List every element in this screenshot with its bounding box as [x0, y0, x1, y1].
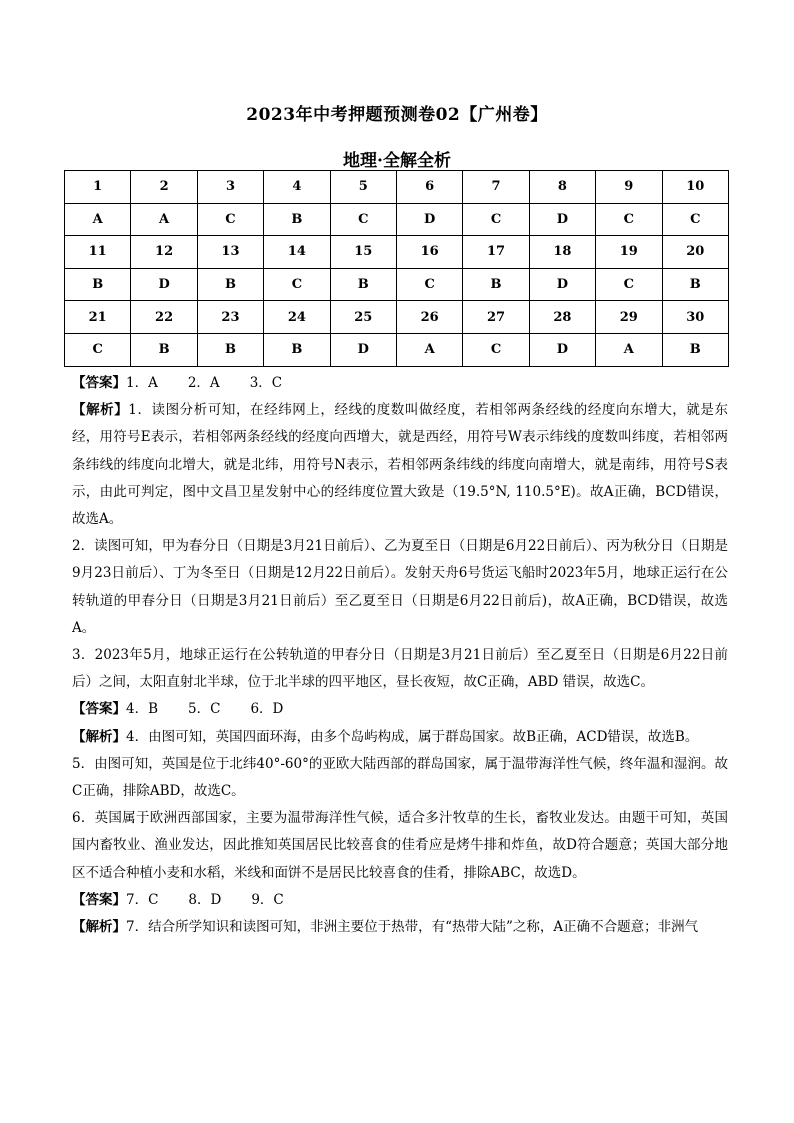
explanation-body	[72, 370, 728, 941]
answer-cell: C	[596, 203, 662, 236]
answer-label: 【答案】	[72, 891, 126, 908]
question-number-cell: 23	[197, 301, 263, 334]
question-number-cell: 15	[330, 236, 396, 269]
analysis-paragraph	[72, 724, 728, 751]
analysis-text: 5．由图可知，英国是位于北纬40°-60°的亚欧大陆西部的群岛国家，属于温带海洋性气候，终年温和湿润。故C正确，排除ABD，故选C。	[72, 755, 728, 800]
answer-table	[64, 170, 729, 367]
answer-value: 1．A	[126, 375, 158, 391]
answer-cell: A	[596, 333, 662, 366]
answer-value: 2．A	[187, 375, 220, 391]
answer-cell: D	[396, 203, 462, 236]
question-number-cell: 2	[131, 171, 197, 204]
answer-value: 5．C	[188, 701, 221, 718]
question-number-cell: 19	[596, 236, 662, 269]
question-number-cell: 12	[131, 236, 197, 269]
page-subtitle: 地理·全解全析	[343, 151, 451, 171]
question-number-cell: 8	[529, 171, 595, 204]
analysis-text: 1．读图分析可知，在经纬网上，经线的度数叫做经度，若相邻两条经线的经度向东增大，就是东经，用符号E表示，若相邻两条经线的经度向西增大，就是西经，用符号W表示纬线的度数叫纬度，若相邻两条纬线的纬度向北增大，就是北纬，用符号N表示，若相邻两条纬线的纬度向南增大，就是南纬，用符号S表示，由此可判定，图中文昌卫星发射中心的经纬度位置大致是（19.5°N, 110.5°E)。故A正确，BCD错误，故选A。	[72, 402, 728, 528]
answer-cell: A	[396, 333, 462, 366]
answer-cell: C	[596, 268, 662, 301]
question-number-cell: 27	[463, 301, 529, 334]
answer-row	[65, 333, 729, 366]
question-number-cell: 17	[463, 236, 529, 269]
analysis-text: 6．英国属于欧洲西部国家，主要为温带海洋性气候，适合多汁牧草的生长，畜牧业发达。由题干可知，英国国内畜牧业、渔业发达，因此推知英国居民比较喜食的佳肴应是烤牛排和炸鱼，故D符合题意；英国大部分地区不适合种植小麦和水稻，米线和面饼不是居民比较喜食的佳肴，排除ABC，故选D。	[72, 810, 728, 881]
question-number-cell: 4	[264, 171, 330, 204]
answer-cell: B	[131, 333, 197, 366]
answer-cell: B	[264, 333, 330, 366]
question-number-cell: 29	[596, 301, 662, 334]
answer-cell: B	[463, 268, 529, 301]
answer-cell: B	[264, 203, 330, 236]
answer-cell: D	[330, 333, 396, 366]
question-number-cell: 28	[529, 301, 595, 334]
answer-value: 8．D	[188, 891, 222, 908]
answer-value: 6．D	[250, 701, 284, 718]
answer-cell: B	[65, 268, 131, 301]
answer-label: 【答案】	[72, 701, 126, 718]
analysis-text: 3．2023年5月，地球正运行在公转轨道的甲春分日（日期是3月21日前后）至乙夏至日（日期是6月22日前后）之间，太阳直射北半球，位于北半球的四平地区，昼长夜短，故C正确，ABD 错误，故选C。	[72, 647, 728, 691]
question-number-cell: 25	[330, 301, 396, 334]
question-number-cell: 10	[662, 171, 728, 204]
answer-cell: D	[131, 268, 197, 301]
answer-cell: C	[463, 333, 529, 366]
answer-cell: B	[330, 268, 396, 301]
analysis-paragraph	[72, 533, 728, 642]
analysis-text: 7．结合所学知识和读图可知，非洲主要位于热带，有“热带大陆”之称，A正确不合题意；非洲气	[126, 919, 699, 936]
question-number-cell: 7	[463, 171, 529, 204]
question-number-cell: 24	[264, 301, 330, 334]
answer-row	[65, 268, 729, 301]
answer-value: 4．B	[126, 701, 159, 718]
answer-cell: A	[131, 203, 197, 236]
question-number-row	[65, 171, 729, 204]
answer-cell: B	[197, 268, 263, 301]
question-number-cell: 9	[596, 171, 662, 204]
question-number-cell: 30	[662, 301, 728, 334]
analysis-paragraph	[72, 642, 728, 696]
question-number-cell: 11	[65, 236, 131, 269]
answer-cell: C	[197, 203, 263, 236]
question-number-cell: 18	[529, 236, 595, 269]
page-title: 2023年中考押题预测卷02【广州卷】	[246, 105, 548, 125]
analysis-paragraph	[72, 914, 728, 941]
answer-cell: C	[396, 268, 462, 301]
question-number-cell: 21	[65, 301, 131, 334]
question-number-cell: 20	[662, 236, 728, 269]
answer-cell: B	[662, 333, 728, 366]
question-number-cell: 1	[65, 171, 131, 204]
analysis-label: 【解析】	[72, 919, 126, 936]
analysis-paragraph	[72, 397, 728, 533]
answer-cell: B	[197, 333, 263, 366]
answer-cell: A	[65, 203, 131, 236]
answer-cell: B	[662, 268, 728, 301]
analysis-label: 【解析】	[72, 728, 126, 745]
answer-label: 【答案】	[72, 375, 126, 391]
question-number-cell: 3	[197, 171, 263, 204]
answer-cell: C	[662, 203, 728, 236]
question-number-row	[65, 301, 729, 334]
answer-line	[72, 696, 728, 723]
analysis-label: 【解析】	[72, 402, 129, 419]
question-number-cell: 26	[396, 301, 462, 334]
answer-cell: C	[463, 203, 529, 236]
analysis-text: 2．读图可知，甲为春分日（日期是3月21日前后）、乙为夏至日（日期是6月22日前后）、丙为秋分日（日期是9月23日前后）、丁为冬至日（日期是12月22日前后）。发射天舟6号货运飞船时2023年5月，地球正运行在公转轨道的甲春分日（日期是3月21日前后）至乙夏至日（日期是6月22日前后)，故A正确，BCD错误，故选A。	[72, 538, 728, 636]
answer-cell: D	[529, 268, 595, 301]
question-number-row	[65, 236, 729, 269]
answer-row	[65, 203, 729, 236]
answer-value: 9．C	[251, 891, 284, 908]
answer-cell: D	[529, 203, 595, 236]
question-number-cell: 13	[197, 236, 263, 269]
answer-cell: C	[330, 203, 396, 236]
answer-cell: C	[65, 333, 131, 366]
answer-value: 7．C	[126, 891, 159, 908]
question-number-cell: 16	[396, 236, 462, 269]
answer-cell: D	[529, 333, 595, 366]
answer-cell: C	[264, 268, 330, 301]
question-number-cell: 6	[396, 171, 462, 204]
answer-line	[72, 370, 728, 397]
analysis-paragraph	[72, 805, 728, 887]
question-number-cell: 14	[264, 236, 330, 269]
answer-line	[72, 887, 728, 914]
answer-value: 3．C	[249, 375, 283, 391]
question-number-cell: 22	[131, 301, 197, 334]
analysis-paragraph	[72, 751, 728, 805]
analysis-text: 4．由图可知，英国四面环海，由多个岛屿构成，属于群岛国家。故B正确，ACD错误，故选B。	[126, 728, 699, 745]
question-number-cell: 5	[330, 171, 396, 204]
